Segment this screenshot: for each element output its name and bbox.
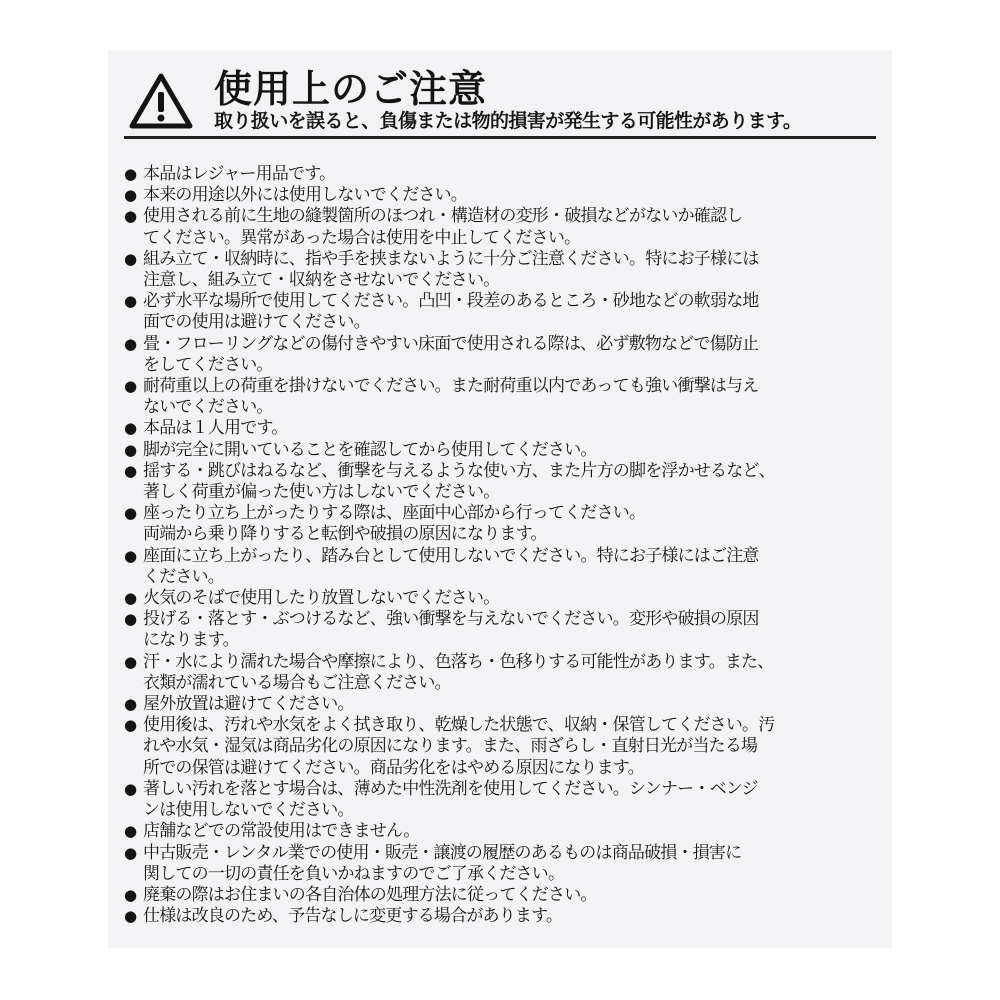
bullet-icon: ● <box>124 589 137 608</box>
warning-triangle-icon <box>128 72 194 130</box>
caution-item-text: 投げる・落とす・ぶつけるなど、強い衝撃を与えないでください。変形や破損の原因 になります。 <box>143 609 759 651</box>
caution-item-text: 使用後は、汚れや水気をよく拭き取り、乾燥した状態で、収納・保管してください。汚 れや水気・湿気は商品劣化の原因になります。また、雨ざらし・直射日光が当たる場 所での保管は避けてください。商品劣化をはやめる原因になります。 <box>143 715 775 778</box>
bullet-icon: ● <box>124 843 137 862</box>
caution-item-text: 本品はレジャー用品です。 <box>143 164 336 184</box>
bullet-icon: ● <box>124 292 137 311</box>
caution-item-text: 組み立て・収納時に、指や手を挟まないように十分ご注意ください。特にお子様には 注意し、組み立て・収納をさせないでください。 <box>143 248 759 291</box>
caution-item <box>124 843 884 885</box>
bullet-icon: ● <box>124 695 137 714</box>
caution-item <box>124 715 884 779</box>
caution-item-text: 屋外放置は避けてください。 <box>143 694 354 715</box>
bullet-icon: ● <box>124 885 137 904</box>
caution-item-text: 本品は１人用です。 <box>143 418 288 439</box>
bullet-icon: ● <box>124 822 137 841</box>
caution-item-text: 中古販売・レンタル業での使用・販売・譲渡の履歴のあるものは商品破損・損害に 関しての一切の責任を負いかねますのでご了承ください。 <box>143 842 742 884</box>
caution-item-text: 汗・水により濡れた場合や摩擦により、色落ち・色移りする可能性があります。また、 衣類が濡れている場合もご注意ください。 <box>143 651 774 693</box>
caution-item <box>124 906 884 927</box>
caution-item-text: 座面に立ち上がったり、踏み台として使用しないでください。特にお子様にはご注意 ください。 <box>143 545 759 587</box>
bullet-icon: ● <box>124 207 137 226</box>
caution-item-text: 畳・フローリングなどの傷付きやすい床面で使用される際は、必ず敷物などで傷防止 をしてください。 <box>143 333 759 375</box>
caution-item-text: 著しい汚れを落とす場合は、薄めた中性洗剤を使用してください。シンナー・ベンジ ンは使用しないでください。 <box>143 778 758 821</box>
bullet-icon: ● <box>124 165 137 183</box>
caution-item <box>124 418 884 439</box>
caution-item <box>124 206 884 248</box>
warning-subtitle: 取り扱いを誤ると、負傷または物的損害が発生する可能性があります。 <box>214 110 802 132</box>
caution-item <box>124 885 884 906</box>
caution-item-text: 使用される前に生地の縫製箇所のほつれ・構造材の変形・破損などがないか確認し てください。異常があった場合は使用を中止してください。 <box>143 206 743 248</box>
bullet-icon: ● <box>124 546 137 565</box>
caution-item-text: 本来の用途以外には使用しないでください。 <box>143 185 467 206</box>
caution-item-text: 火気のそばで使用したり放置しないでください。 <box>143 588 500 609</box>
caution-label-sheet <box>108 50 892 948</box>
header-divider <box>124 136 876 139</box>
bullet-icon: ● <box>124 652 137 671</box>
caution-item <box>124 185 884 206</box>
bullet-icon: ● <box>124 907 137 926</box>
bullet-icon: ● <box>124 779 137 798</box>
bullet-icon: ● <box>124 334 137 353</box>
caution-item <box>124 546 884 588</box>
caution-item-text: 脚が完全に開いていることを確認してから使用してください。 <box>143 439 597 460</box>
caution-item <box>124 694 884 715</box>
caution-item-text: 店舗などでの常設使用はできません。 <box>143 821 420 842</box>
bullet-icon: ● <box>124 504 137 523</box>
caution-item <box>124 779 884 821</box>
page-title: 使用上のご注意 <box>214 67 488 111</box>
bullet-icon: ● <box>124 461 137 480</box>
caution-item-text: 廃棄の際はお住まいの各自治体の処理方法に従ってください。 <box>143 884 597 905</box>
caution-item <box>124 164 884 185</box>
bullet-icon: ● <box>124 440 137 459</box>
bullet-icon: ● <box>124 419 137 438</box>
caution-item <box>124 588 884 609</box>
caution-item <box>124 291 884 333</box>
caution-item <box>124 376 884 418</box>
caution-item <box>124 503 884 545</box>
bullet-icon: ● <box>124 186 137 205</box>
bullet-icon: ● <box>124 716 137 735</box>
caution-item <box>124 652 884 694</box>
bullet-icon: ● <box>124 610 137 629</box>
caution-item <box>124 249 884 291</box>
caution-item-text: 仕様は改良のため、予告なしに変更する場合があります。 <box>143 906 563 927</box>
caution-item <box>124 609 884 651</box>
bullet-icon: ● <box>124 249 137 268</box>
caution-item <box>124 461 884 503</box>
caution-item-text: 耐荷重以上の荷重を掛けないでください。また耐荷重以内であっても強い衝撃は与え ないでください。 <box>143 376 759 418</box>
caution-item <box>124 821 884 842</box>
bullet-icon: ● <box>124 377 137 396</box>
caution-item-text: 揺する・跳びはねるなど、衝撃を与えるような使い方、また片方の脚を浮かせるなど、 著しく荷重が偏った使い方はしないでください。 <box>143 460 775 503</box>
caution-list <box>124 164 884 927</box>
caution-item-text: 必ず水平な場所で使用してください。凸凹・段差のあるところ・砂地などの軟弱な地 面での使用は避けてください。 <box>143 291 759 333</box>
caution-item <box>124 440 884 461</box>
caution-item-text: 座ったり立ち上がったりする際は、座面中心部から行ってください。 両端から乗り降りすると転倒や破損の原因になります。 <box>143 503 646 545</box>
caution-item <box>124 334 884 376</box>
